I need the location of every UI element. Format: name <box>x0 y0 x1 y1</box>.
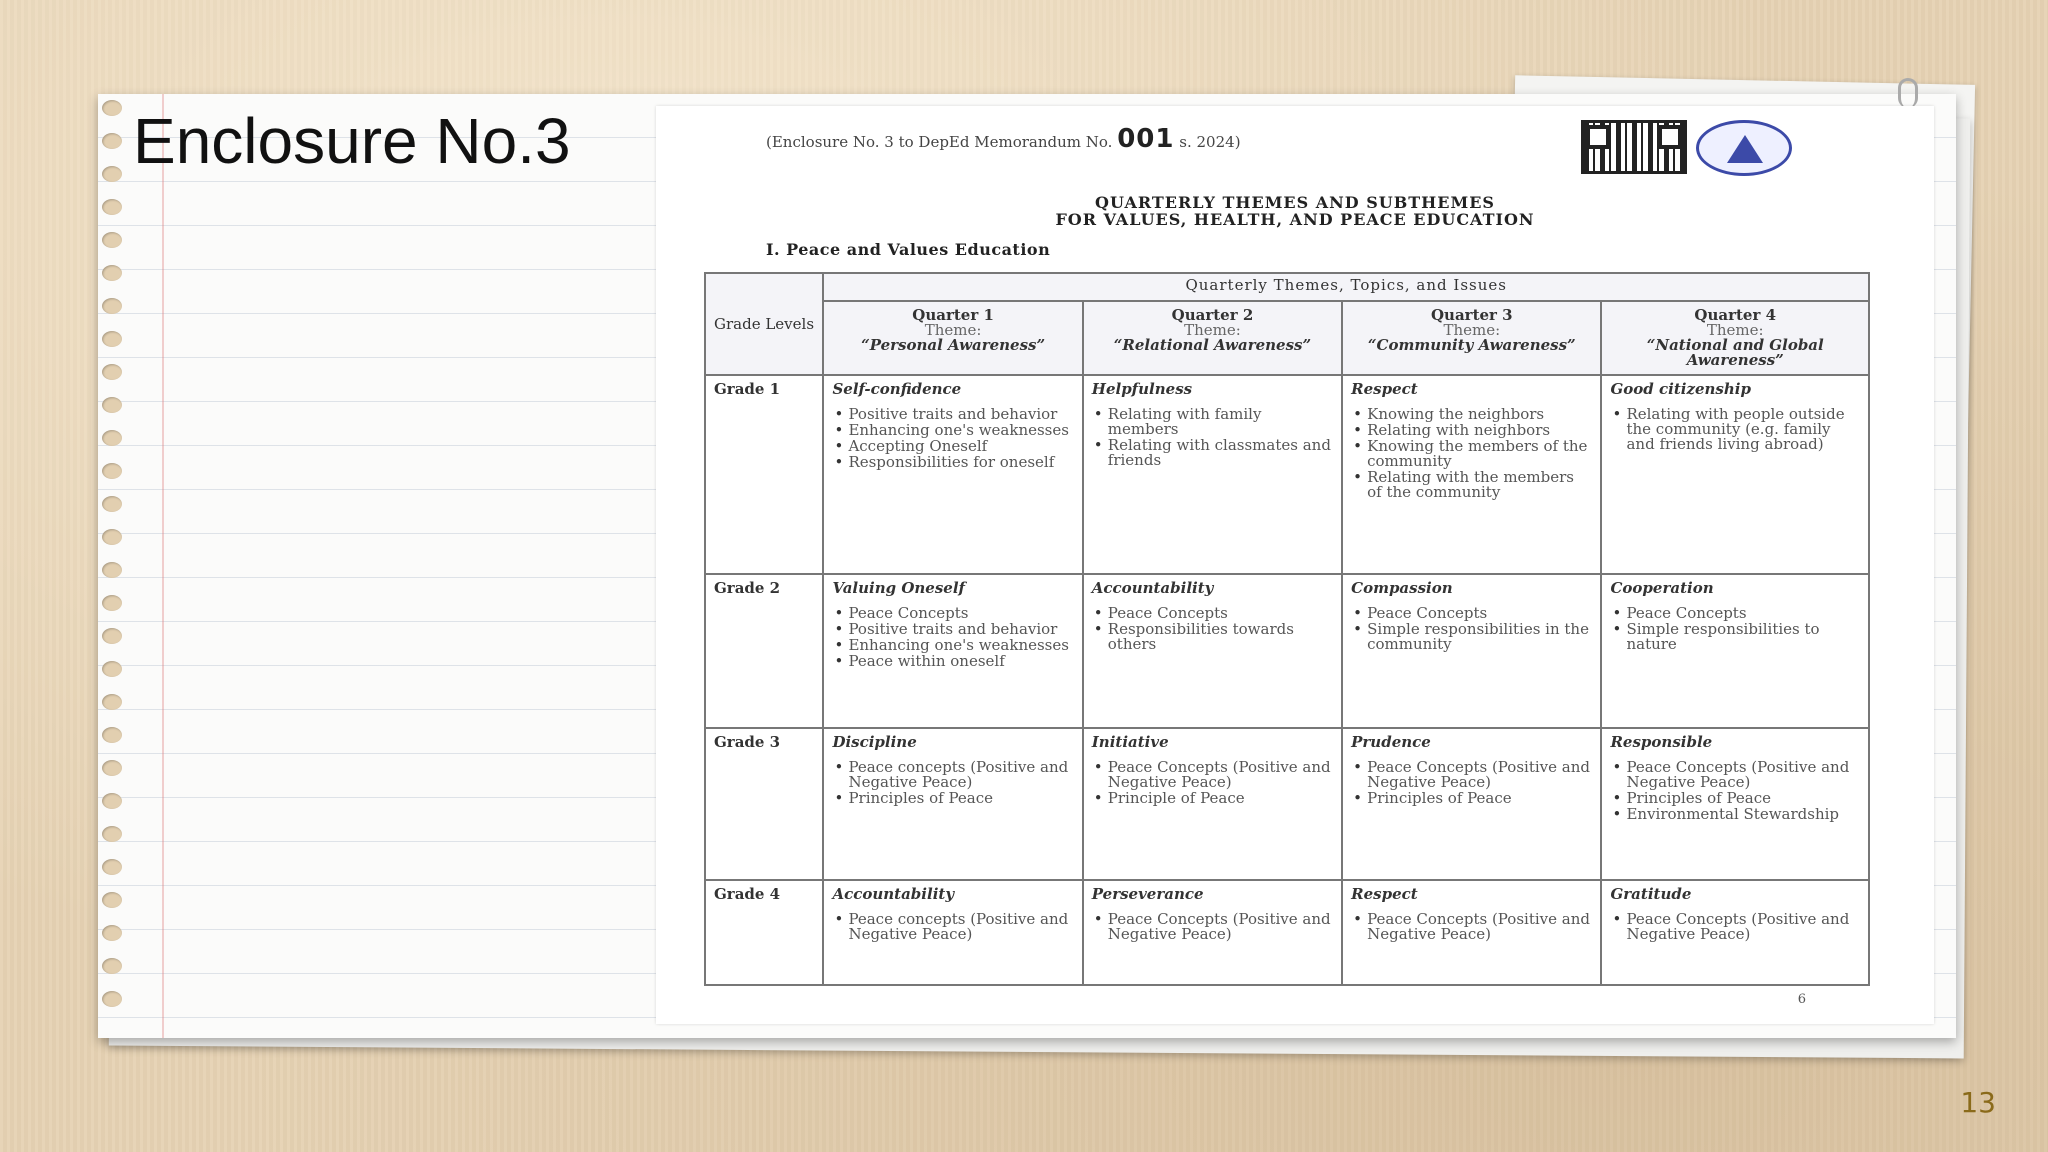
topic-item: • Relating with family members <box>1092 407 1333 437</box>
cell-theme: Compassion <box>1351 578 1453 597</box>
binder-hole <box>102 562 122 578</box>
topic-item: • Enhancing one's weaknesses <box>832 423 1073 438</box>
quarterly-band-header: Quarterly Themes, Topics, and Issues <box>823 273 1869 301</box>
topic-item: • Principles of Peace <box>1351 791 1592 806</box>
quarter-name: Quarter 3 <box>1430 306 1513 324</box>
topic-item: • Enhancing one's weaknesses <box>832 638 1073 653</box>
topic-item: • Accepting Oneself <box>832 439 1073 454</box>
topic-item: • Peace concepts (Positive and Negative Peace) <box>832 912 1073 942</box>
cell-theme: Responsible <box>1610 732 1713 751</box>
theme-cell <box>823 880 1082 985</box>
grade-cell: Grade 2 <box>705 574 823 728</box>
cell-theme: Self-confidence <box>832 380 962 398</box>
cell-theme: Perseverance <box>1091 885 1204 904</box>
topic-item: • Peace Concepts (Positive and Negative Peace) <box>1092 912 1333 942</box>
topic-list <box>832 912 1073 942</box>
binder-hole <box>102 397 122 413</box>
theme-cell <box>1083 574 1342 728</box>
section-title: I. Peace and Values Education <box>766 240 1051 259</box>
memo-number: 001 <box>1117 124 1175 154</box>
binder-hole <box>102 199 122 215</box>
topic-item: • Peace Concepts (Positive and Negative Peace) <box>1610 760 1860 790</box>
topic-item: • Peace Concepts <box>1351 606 1592 621</box>
quarter-header <box>823 301 1082 375</box>
binder-hole <box>102 133 122 149</box>
topic-item: • Knowing the members of the community <box>1351 439 1592 469</box>
binder-hole <box>102 595 122 611</box>
header-prefix: (Enclosure No. 3 to DepEd Memorandum No. <box>766 133 1113 151</box>
cell-theme: Prudence <box>1351 732 1431 751</box>
topic-item: • Peace Concepts (Positive and Negative Peace) <box>1351 912 1592 942</box>
quarter-name: Quarter 4 <box>1694 306 1777 324</box>
binder-hole <box>102 892 122 908</box>
topic-list <box>1610 407 1860 452</box>
binder-hole <box>102 661 122 677</box>
binder-hole <box>102 331 122 347</box>
topic-list <box>1092 407 1333 468</box>
binder-hole <box>102 298 122 314</box>
quarter-theme-label: Theme: <box>1706 321 1764 339</box>
cell-theme: Respect <box>1351 885 1418 904</box>
topic-item: • Responsibilities for oneself <box>832 455 1073 470</box>
quarter-theme: “Personal Awareness” <box>861 336 1046 354</box>
binder-hole <box>102 265 122 281</box>
scanned-document <box>656 106 1934 1024</box>
theme-cell <box>1601 728 1869 881</box>
theme-cell <box>1342 574 1601 728</box>
quarter-theme: “Community Awareness” <box>1367 336 1576 354</box>
topic-item: • Simple responsibilities in the community <box>1351 622 1592 652</box>
quarter-name: Quarter 2 <box>1171 306 1254 324</box>
topic-item: • Peace Concepts <box>1610 606 1860 621</box>
binder-hole <box>102 925 122 941</box>
header-suffix: s. 2024) <box>1179 133 1241 151</box>
topic-item: • Simple responsibilities to nature <box>1610 622 1860 652</box>
grade-cell: Grade 4 <box>705 880 823 985</box>
topic-item: • Peace Concepts (Positive and Negative Peace) <box>1610 912 1860 942</box>
topic-list <box>1351 407 1592 500</box>
theme-cell <box>1083 728 1342 881</box>
topic-item: • Peace Concepts (Positive and Negative Peace) <box>1092 760 1333 790</box>
quarter-theme: “Relational Awareness” <box>1113 336 1312 354</box>
topic-list <box>1092 912 1333 942</box>
binder-hole <box>102 727 122 743</box>
topic-list <box>1610 757 1860 823</box>
quarter-theme-label: Theme: <box>924 321 982 339</box>
topic-list <box>1610 912 1860 942</box>
topic-item: • Peace Concepts <box>832 606 1073 621</box>
cell-theme: Respect <box>1351 380 1418 398</box>
theme-cell <box>1083 375 1342 574</box>
table-body <box>705 375 1869 985</box>
topic-item: • Peace concepts (Positive and Negative Peace) <box>832 760 1073 790</box>
topic-list <box>832 757 1073 807</box>
document-page-number: 6 <box>1797 992 1806 1007</box>
cell-theme: Gratitude <box>1610 885 1692 904</box>
cell-theme: Good citizenship <box>1610 380 1751 398</box>
topic-list <box>1351 757 1592 807</box>
topic-list <box>832 603 1073 670</box>
quarter-header <box>1601 301 1869 375</box>
themes-table <box>704 272 1870 986</box>
binder-hole <box>102 166 122 182</box>
theme-cell <box>823 728 1082 881</box>
grade-cell: Grade 1 <box>705 375 823 574</box>
document-title <box>656 194 1934 228</box>
theme-cell <box>1342 375 1601 574</box>
binder-hole <box>102 364 122 380</box>
cell-theme: Helpfulness <box>1091 380 1193 398</box>
theme-cell <box>1601 880 1869 985</box>
topic-list <box>1351 603 1592 653</box>
theme-cell <box>1342 880 1601 985</box>
binder-hole <box>102 430 122 446</box>
document-title-line-2: FOR VALUES, HEALTH, AND PEACE EDUCATION <box>1055 210 1535 229</box>
binder-hole <box>102 100 122 116</box>
binder-hole <box>102 991 122 1007</box>
quarter-theme-label: Theme: <box>1184 321 1241 339</box>
paper-clip-icon <box>1898 78 1918 108</box>
theme-cell <box>1342 728 1601 881</box>
binder-hole <box>102 958 122 974</box>
topic-item: • Peace Concepts <box>1092 606 1333 621</box>
theme-cell <box>823 375 1082 574</box>
grade-cell: Grade 3 <box>705 728 823 881</box>
topic-item: • Principle of Peace <box>1092 791 1333 806</box>
binder-hole <box>102 859 122 875</box>
cell-theme: Cooperation <box>1610 578 1714 597</box>
slide-title: Enclosure No.3 <box>133 105 571 177</box>
cell-theme: Accountability <box>832 885 955 904</box>
cell-theme: Initiative <box>1091 732 1169 751</box>
topic-item: • Relating with people outside the community (e.g. family and friends living abroad) <box>1610 407 1860 452</box>
cell-theme: Valuing Oneself <box>832 578 965 597</box>
quarter-theme: “National and Global Awareness” <box>1646 336 1824 369</box>
topic-list <box>1610 603 1860 653</box>
quarter-name: Quarter 1 <box>912 306 994 324</box>
topic-list <box>1092 603 1333 653</box>
theme-cell <box>1083 880 1342 985</box>
topic-item: • Principles of Peace <box>832 791 1073 806</box>
quarter-header <box>1083 301 1342 375</box>
grade-levels-header: Grade Levels <box>705 273 823 375</box>
topic-item: • Knowing the neighbors <box>1351 407 1592 422</box>
topic-list <box>1092 757 1333 807</box>
topic-item: • Relating with classmates and friends <box>1092 438 1333 468</box>
topic-list <box>832 407 1073 470</box>
spiral-holes <box>98 100 128 1030</box>
theme-cell <box>823 574 1082 728</box>
table-row <box>705 880 1869 985</box>
table-row <box>705 574 1869 728</box>
theme-cell <box>1601 375 1869 574</box>
document-title-line-1: QUARTERLY THEMES AND SUBTHEMES <box>1095 193 1495 212</box>
binder-hole <box>102 529 122 545</box>
slide-page-number: 13 <box>1960 1086 1996 1119</box>
topic-item: • Principles of Peace <box>1610 791 1860 806</box>
topic-item: • Environmental Stewardship <box>1610 807 1860 822</box>
binder-hole <box>102 694 122 710</box>
deped-seal-icon <box>1696 120 1792 176</box>
quarter-theme-label: Theme: <box>1443 321 1501 339</box>
topic-item: • Responsibilities towards others <box>1092 622 1333 652</box>
binder-hole <box>102 826 122 842</box>
theme-cell <box>1601 574 1869 728</box>
binder-hole <box>102 232 122 248</box>
topic-item: • Positive traits and behavior <box>832 622 1073 637</box>
cell-theme: Discipline <box>832 732 917 751</box>
topic-item: • Peace within oneself <box>832 654 1073 669</box>
table-row <box>705 375 1869 574</box>
quarter-header <box>1342 301 1601 375</box>
binder-hole <box>102 496 122 512</box>
qr-code-icon <box>1581 120 1687 174</box>
topic-item: • Relating with neighbors <box>1351 423 1592 438</box>
binder-hole <box>102 463 122 479</box>
table-row <box>705 728 1869 881</box>
topic-item: • Positive traits and behavior <box>832 407 1073 422</box>
topic-list <box>1351 912 1592 942</box>
binder-hole <box>102 628 122 644</box>
quarter-header-row <box>705 301 1869 375</box>
topic-item: • Relating with the members of the community <box>1351 470 1592 500</box>
document-header <box>766 124 1241 154</box>
topic-item: • Peace Concepts (Positive and Negative Peace) <box>1351 760 1592 790</box>
cell-theme: Accountability <box>1091 578 1214 597</box>
binder-hole <box>102 793 122 809</box>
binder-hole <box>102 760 122 776</box>
